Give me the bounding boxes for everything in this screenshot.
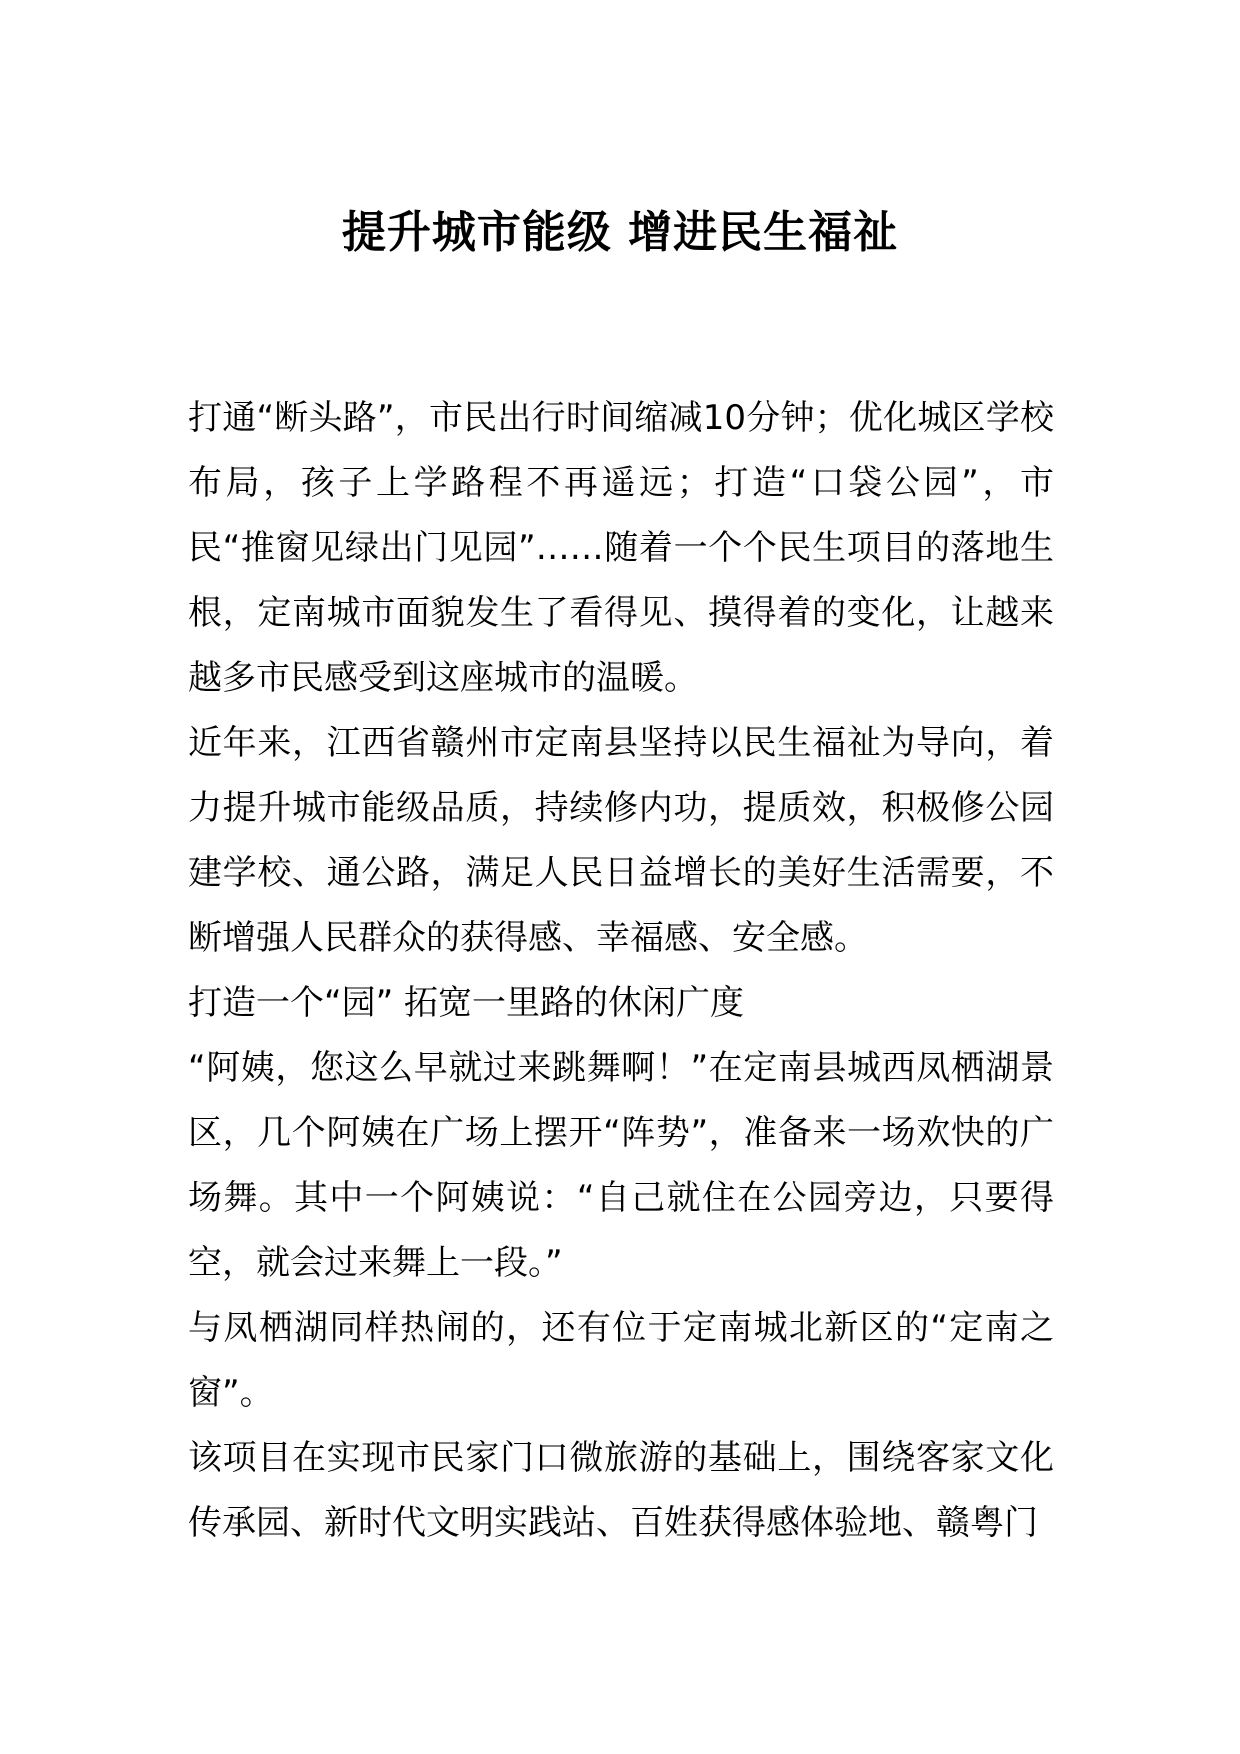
paragraph: 该项目在实现市民家门口微旅游的基础上，围绕客家文化传承园、新时代文明实践站、百姓获得感体验地、赣粤门: [188, 1438, 1054, 1543]
document-body: [188, 386, 1054, 1556]
document-title: 提升城市能级 增进民生福祉: [341, 207, 899, 258]
paragraph: 与凤栖湖同样热闹的，还有位于定南城北新区的“定南之窗”。: [188, 1308, 1054, 1413]
section-heading: 打造一个“园” 拓宽一里路的休闲广度: [188, 983, 745, 1023]
paragraph: “阿姨，您这么早就过来跳舞啊！”在定南县城西凤栖湖景区，几个阿姨在广场上摆开“阵势”，准备来一场欢快的广场舞。其中一个阿姨说：“自己就住在公园旁边，只要得空，就会过来舞上一段。”: [188, 1048, 1054, 1283]
paragraph: 打通“断头路”，市民出行时间缩减10分钟；优化城区学校布局，孩子上学路程不再遥远；打造“口袋公园”，市民“推窗见绿出门见园”……随着一个个民生项目的落地生根，定南城市面貌发生了看得见、摸得着的变化，让越来越多市民感受到这座城市的温暖。: [188, 398, 1054, 698]
paragraph: 近年来，江西省赣州市定南县坚持以民生福祉为导向，着力提升城市能级品质，持续修内功，提质效，积极修公园建学校、通公路，满足人民日益增长的美好生活需要，不断增强人民群众的获得感、幸福感、安全感。: [188, 723, 1054, 958]
